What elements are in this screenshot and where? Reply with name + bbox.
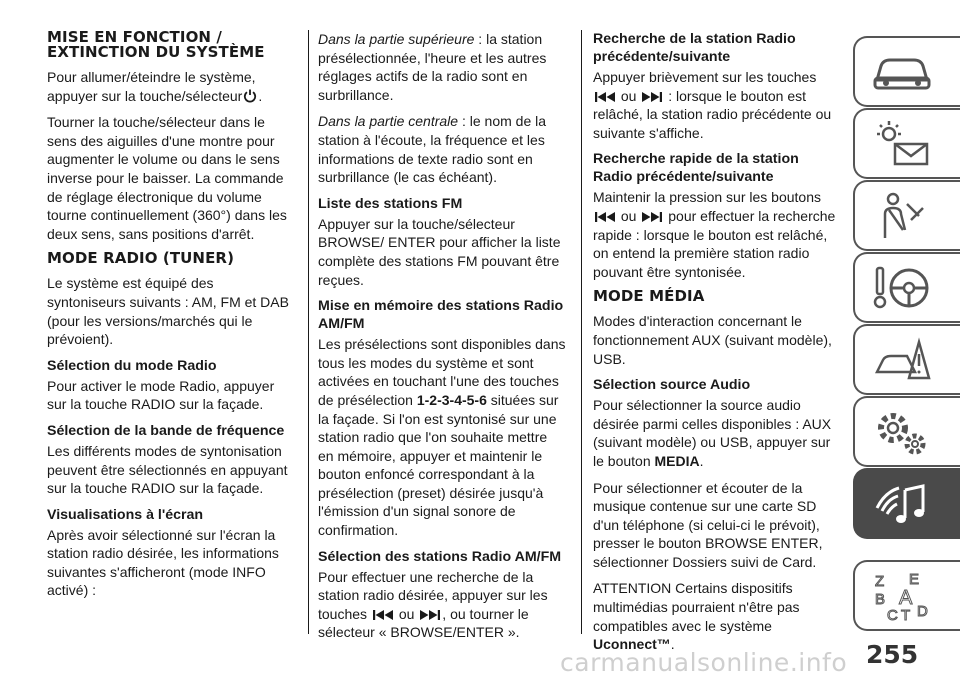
heading-select-stations: Sélection des stations Radio AM/FM bbox=[318, 548, 562, 565]
paragraph-rotate: Tourner la touche/sélecteur dans le sens des aiguilles d'une montre pour augmenter le volume ou dans le sens inverse pour le baisser. La commande de réglage électronique du volume tourne continuellement (360°) dans les deux sens, sans positions d'arrêt. bbox=[47, 114, 287, 242]
heading-media: MODE MÉDIA bbox=[593, 287, 705, 306]
tab-emergency[interactable] bbox=[853, 324, 960, 395]
page-number: 255 bbox=[866, 640, 919, 669]
paragraph-display: Après avoir sélectionné sur l'écran la station radio désirée, les informations suivantes s'afficheront (mode INFO activé) : bbox=[47, 526, 279, 599]
heading-fast-search: Recherche rapide de la station Radio précédente/suivante bbox=[593, 151, 799, 186]
tab-lights-messages[interactable] bbox=[853, 108, 960, 179]
tab-alphabetical-index[interactable] bbox=[853, 560, 960, 631]
car-icon bbox=[871, 46, 933, 98]
heading-radio: MODE RADIO (TUNER) bbox=[47, 249, 235, 268]
heading-select-band: Sélection de la bande de fréquence bbox=[47, 422, 285, 439]
column-right bbox=[593, 30, 841, 662]
gears-icon bbox=[871, 406, 933, 458]
heading-select-mode: Sélection du mode Radio bbox=[47, 357, 217, 374]
multimedia-icon bbox=[871, 478, 933, 530]
paragraph-audio-source: Pour sélectionner la source audio désirée parmi celles disponibles : AUX (suivant modèle) ou USB, appuyer sur le bouton MEDIA. bbox=[593, 397, 832, 469]
paragraph-tuners: Le système est équipé des syntoniseurs suivants : AM, FM et DAB (pour les versions/marchés qui le prévoient). bbox=[47, 275, 289, 348]
tab-maintenance[interactable] bbox=[853, 396, 960, 467]
next-icon bbox=[418, 609, 442, 621]
tab-safety[interactable] bbox=[853, 180, 960, 251]
svg-text:D: D bbox=[917, 603, 928, 620]
svg-text:C: C bbox=[887, 607, 898, 622]
heading-audio-source: Sélection source Audio bbox=[593, 377, 751, 394]
column-middle bbox=[318, 30, 566, 650]
paragraph-attention: ATTENTION Certains dispositifs multimédias pourraient n'être pas compatibles avec le système Uconnect™. bbox=[593, 580, 800, 653]
seatbelt-icon bbox=[871, 190, 933, 242]
heading-prev-next: Recherche de la station Radio précédente/suivante bbox=[593, 31, 796, 65]
paragraph-fm-list: Appuyer sur la touche/sélecteur BROWSE/ ENTER pour afficher la liste complète des stations FM pouvant être reçues. bbox=[318, 215, 561, 288]
warning-triangle-icon bbox=[871, 334, 933, 386]
paragraph-select-stations: Pour effectuer une recherche de la station radio désirée, appuyer sur les touches ou , ou tourner le sélecteur « BROWSE/ENTER ». bbox=[318, 568, 548, 641]
svg-text:B: B bbox=[875, 591, 886, 608]
next-icon bbox=[640, 91, 664, 103]
paragraph-select-band: Les différents modes de syntonisation peuvent être sélectionnés en appuyant sur la touche RADIO sur la façade. bbox=[47, 442, 288, 497]
svg-text:Z: Z bbox=[875, 573, 885, 590]
column-divider bbox=[308, 30, 309, 634]
heading-fm-list: Liste des stations FM bbox=[318, 195, 463, 212]
paragraph-upper: Dans la partie supérieure : la station présélectionnée, l'heure et les autres réglages actifs de la radio sont en surbrillance. bbox=[318, 31, 547, 103]
previous-icon bbox=[593, 91, 617, 103]
paragraph-center: Dans la partie centrale : le nom de la station à l'écoute, la fréquence et les informations de texte radio sont en surbrillance (le cas échéant). bbox=[318, 113, 547, 186]
svg-text:A: A bbox=[899, 587, 913, 609]
alphabet-index-icon bbox=[871, 570, 933, 622]
watermark: carmanualsonline.info bbox=[560, 648, 848, 677]
previous-icon bbox=[371, 609, 395, 621]
tab-starting-driving[interactable] bbox=[853, 252, 960, 323]
svg-text:E: E bbox=[909, 571, 920, 588]
previous-icon bbox=[593, 211, 617, 223]
tab-vehicle[interactable] bbox=[853, 36, 960, 107]
warning-light-envelope-icon bbox=[871, 118, 933, 170]
power-icon bbox=[242, 89, 258, 103]
svg-text:T: T bbox=[901, 607, 911, 622]
column-left bbox=[47, 30, 295, 608]
next-icon bbox=[640, 211, 664, 223]
heading-display: Visualisations à l'écran bbox=[47, 506, 204, 523]
column-divider bbox=[581, 30, 582, 634]
paragraph-memory: Les présélections sont disponibles dans tous les modes du système et sont activées en touchant l'une des touches de présélection 1-2-3-4-5-6 situées sur la façade. Si l'on est syntonisé sur une station radio que l'on souhaite mettre en mémoire, appuyer et maintenir le bouton enfoncé correspondant à la présélection (preset) désirée jusqu'à l'émission d'un signal sonore de confirmation. bbox=[318, 336, 566, 539]
paragraph-fast-search: Maintenir la pression sur les boutons ou pour effectuer la recherche rapide : lorsque le bouton est relâché, on entend la première station radio pouvant être syntonisée. bbox=[593, 189, 836, 280]
heading-memory: Mise en mémoire des stations Radio AM/FM bbox=[318, 298, 564, 333]
paragraph-prev-next: Appuyer brièvement sur les touches ou : lorsque le bouton est relâché, la station radio précédente ou suivante s'affiche. bbox=[593, 69, 832, 141]
paragraph-media: Modes d'interaction concernant le fonctionnement AUX (suivant modèle), USB. bbox=[593, 313, 832, 367]
tab-multimedia[interactable] bbox=[853, 468, 960, 539]
paragraph-select-mode: Pour activer le mode Radio, appuyer sur la touche RADIO sur la façade. bbox=[47, 377, 275, 413]
paragraph-power: Pour allumer/éteindre le système, appuyer sur la touche/sélecteur . bbox=[47, 69, 263, 104]
steering-wheel-icon bbox=[871, 262, 933, 314]
heading-power: MISE EN FONCTION / EXTINCTION DU SYSTÈME bbox=[47, 28, 265, 61]
paragraph-sd-card: Pour sélectionner et écouter de la musique contenue sur une carte SD d'un téléphone (si celui-ci le prévoit), presser le bouton BROWSE ENTER, sélectionner Dossiers suivi de Card. bbox=[593, 479, 823, 570]
